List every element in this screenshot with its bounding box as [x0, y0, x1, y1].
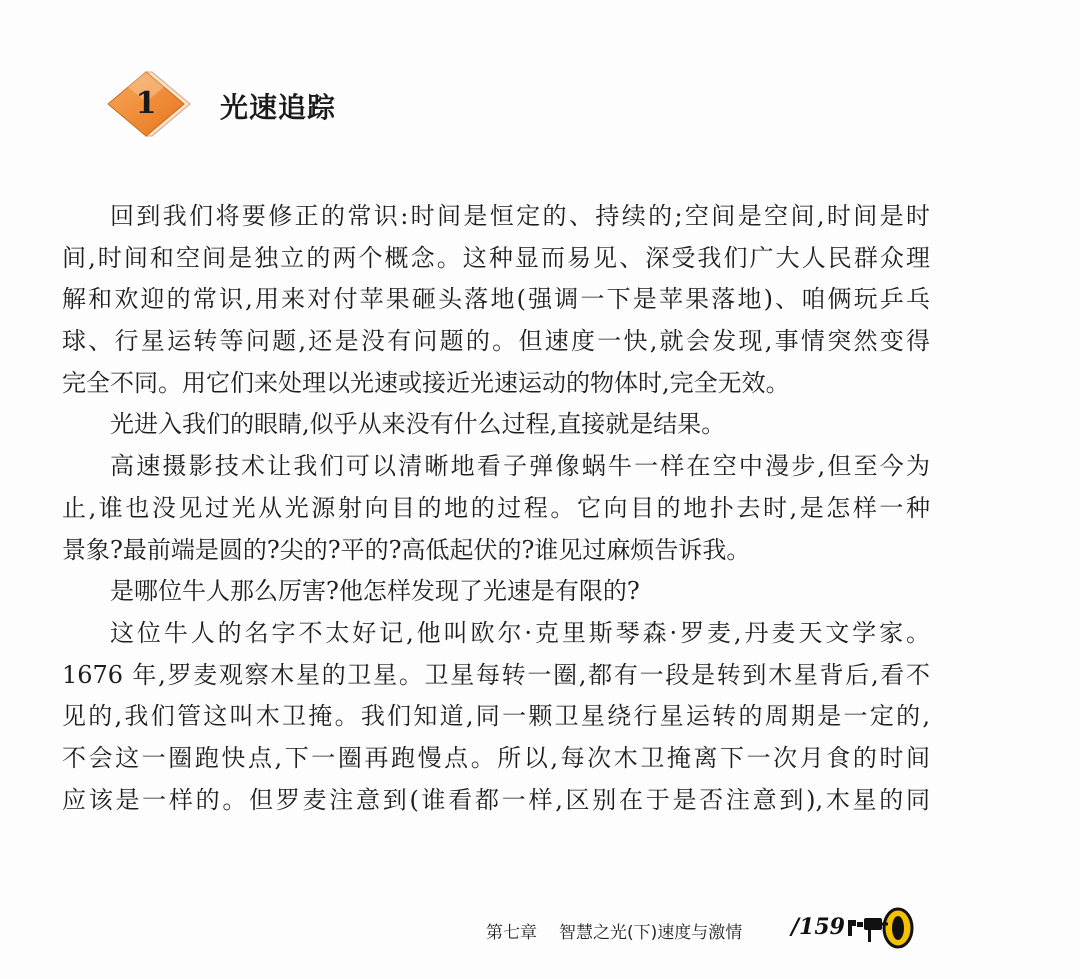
text-line: 应该是一样的。但罗麦注意到(谁看都一样,区别在于是否注意到),木星的同 — [62, 785, 930, 814]
text-line: 回到我们将要修正的常识:时间是恒定的、持续的;空间是空间,时间是时 — [110, 202, 930, 230]
footer-chapter: 第七章 — [486, 923, 537, 943]
footer-book-title: 智慧之光(下)速度与激情 — [559, 923, 743, 943]
text-line: 解和欢迎的常识,用来对付苹果砸头落地(强调一下是苹果落地)、咱俩玩乒乓 — [62, 285, 930, 314]
text-line: 球、行星运转等问题,还是没有问题的。但速度一快,就会发现,事情突然变得 — [62, 327, 930, 356]
text-line: 光进入我们的眼睛,似乎从来没有什么过程,直接就是结果。 — [110, 410, 726, 439]
footer-running-head — [486, 918, 742, 943]
page-number: /159 — [791, 914, 845, 940]
body-text — [62, 196, 930, 821]
page-footer — [486, 912, 926, 952]
flashlight-icon — [844, 906, 924, 950]
section-header — [106, 66, 506, 142]
text-line: 1676 年,罗麦观察木星的卫星。卫星每转一圈,都有一段是转到木星背后,看不 — [62, 660, 930, 689]
text-line: 景象?最前端是圆的?尖的?平的?高低起伏的?谁见过麻烦告诉我。 — [62, 535, 751, 564]
text-line: 完全不同。用它们来处理以光速或接近光速运动的物体时,完全无效。 — [62, 368, 790, 397]
section-title: 光速追踪 — [220, 91, 337, 124]
text-line: 止,谁也没见过光从光源射向目的地的过程。它向目的地扑去时,是怎样一种 — [62, 493, 930, 522]
text-line: 是哪位牛人那么厉害?他怎样发现了光速是有限的? — [110, 577, 640, 606]
section-number: 1 — [135, 86, 157, 121]
text-line: 见的,我们管这叫木卫掩。我们知道,同一颗卫星绕行星运转的周期是一定的, — [62, 702, 930, 731]
text-line: 高速摄影技术让我们可以清晰地看子弹像蜗牛一样在空中漫步,但至今为 — [110, 452, 930, 481]
text-line: 不会这一圈跑快点,下一圈再跑慢点。所以,每次木卫掩离下一次月食的时间 — [62, 743, 930, 772]
text-line: 间,时间和空间是独立的两个概念。这种显而易见、深受我们广大人民群众理 — [62, 243, 930, 272]
text-line: 这位牛人的名字不太好记,他叫欧尔·克里斯琴森·罗麦,丹麦天文学家。 — [110, 618, 930, 647]
